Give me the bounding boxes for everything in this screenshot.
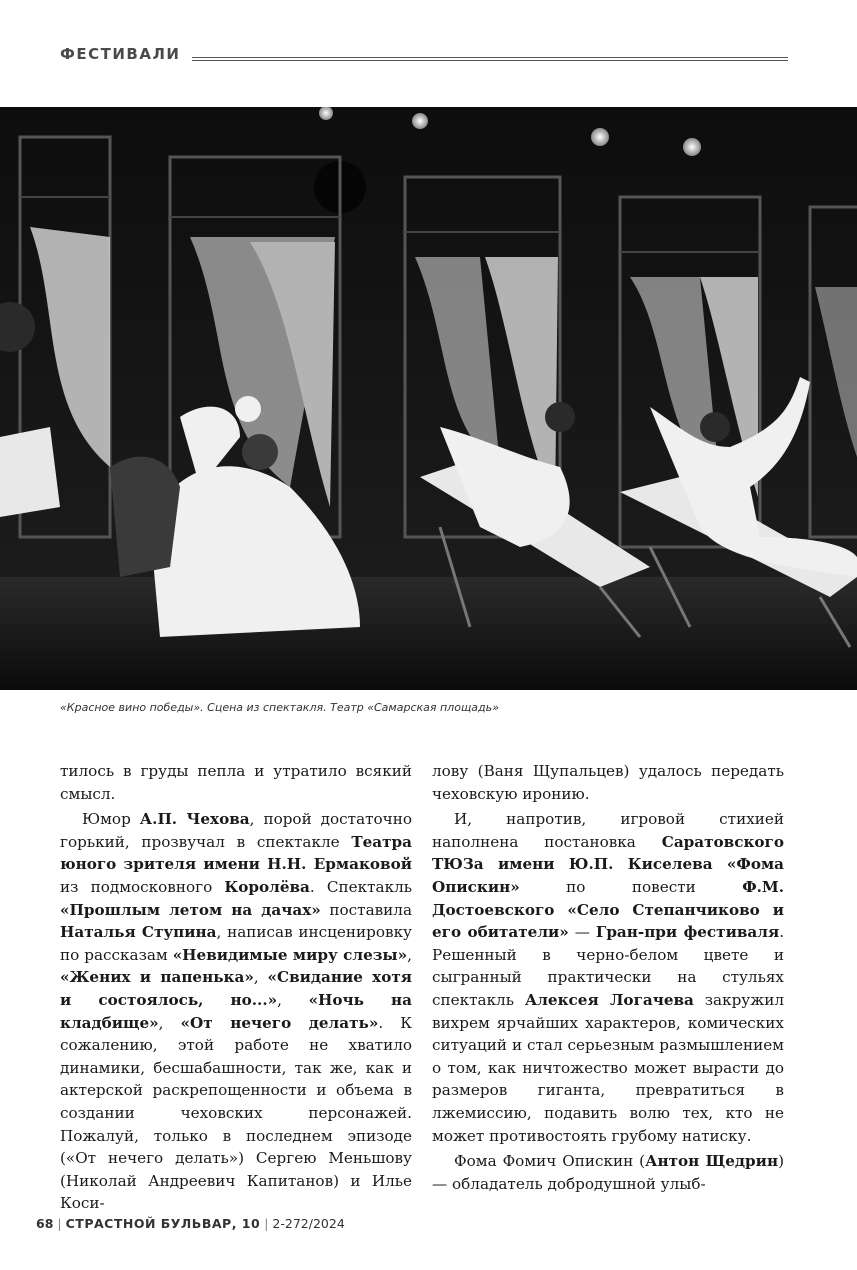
paragraph: И, напротив, игровой стихией наполнена постановка Саратовского ТЮЗа имени Ю.П. Киселева «Фома Опискин» по повести Ф.М. Достоевского «Село Степанчиково и его обитатели» — Гран-при фестиваля. Решенный в черно-белом цвете и сыгранный практически на стульях спектакль Алексея Логачева закружил вихрем ярчайших характеров, комических ситуаций и стал серьезным размышлением о том, как ничтожество может вырасти до размеров гиганта, превратиться в лжемиссию, подавить волю тех, кто не может противостоять грубому натиску. bbox=[432, 810, 785, 1145]
page-header bbox=[60, 44, 788, 66]
footer-separator: | bbox=[57, 1216, 62, 1231]
section-title: ФЕСТИВАЛИ bbox=[60, 44, 192, 64]
left-column bbox=[60, 760, 412, 1218]
footer-separator: | bbox=[264, 1216, 269, 1231]
paragraph: тилось в груды пепла и утратило всякий смысл. bbox=[60, 762, 412, 803]
publication-name: СТРАСТНОЙ БУЛЬВАР, 10 bbox=[65, 1216, 261, 1231]
paragraph: Фома Фомич Опискин (Антон Щедрин) — обладатель добродушной улыб- bbox=[432, 1152, 784, 1193]
stage-photo bbox=[0, 107, 857, 690]
header-rule bbox=[170, 57, 788, 58]
page-footer bbox=[36, 1215, 345, 1233]
header-rule bbox=[170, 60, 788, 61]
issue-number: 2-272/2024 bbox=[272, 1216, 345, 1231]
paragraph: Юмор А.П. Чехова, порой достаточно горький, прозвучал в спектакле Театра юного зрителя имени Н.Н. Ермаковой из подмосковного Королёва. Спектакль «Прошлым летом на дачах» поставила Наталья Ступина, написав инсценировку по рассказам «Невидимые миру слезы», «Жених и папенька», «Свидание хотя и состоялось, но...», «Ночь на кладбище», «От нечего делать». К сожалению, этой работе не хватило динамики, бесшабашности, так же, как и актерской раскрепощенности и объема в создании чеховских персонажей. Пожалуй, только в последнем эпизоде («От нечего делать») Сергею Меньшову (Николай Андреевич Капитанов) и Илье Коси- bbox=[60, 810, 412, 1213]
right-column bbox=[432, 760, 784, 1198]
page-number: 68 bbox=[36, 1216, 54, 1231]
photo-caption: «Красное вино победы». Сцена из спектакля. Театр «Самарская площадь» bbox=[60, 701, 499, 714]
paragraph: лову (Ваня Щупальцев) удалось передать чеховскую иронию. bbox=[432, 762, 784, 803]
